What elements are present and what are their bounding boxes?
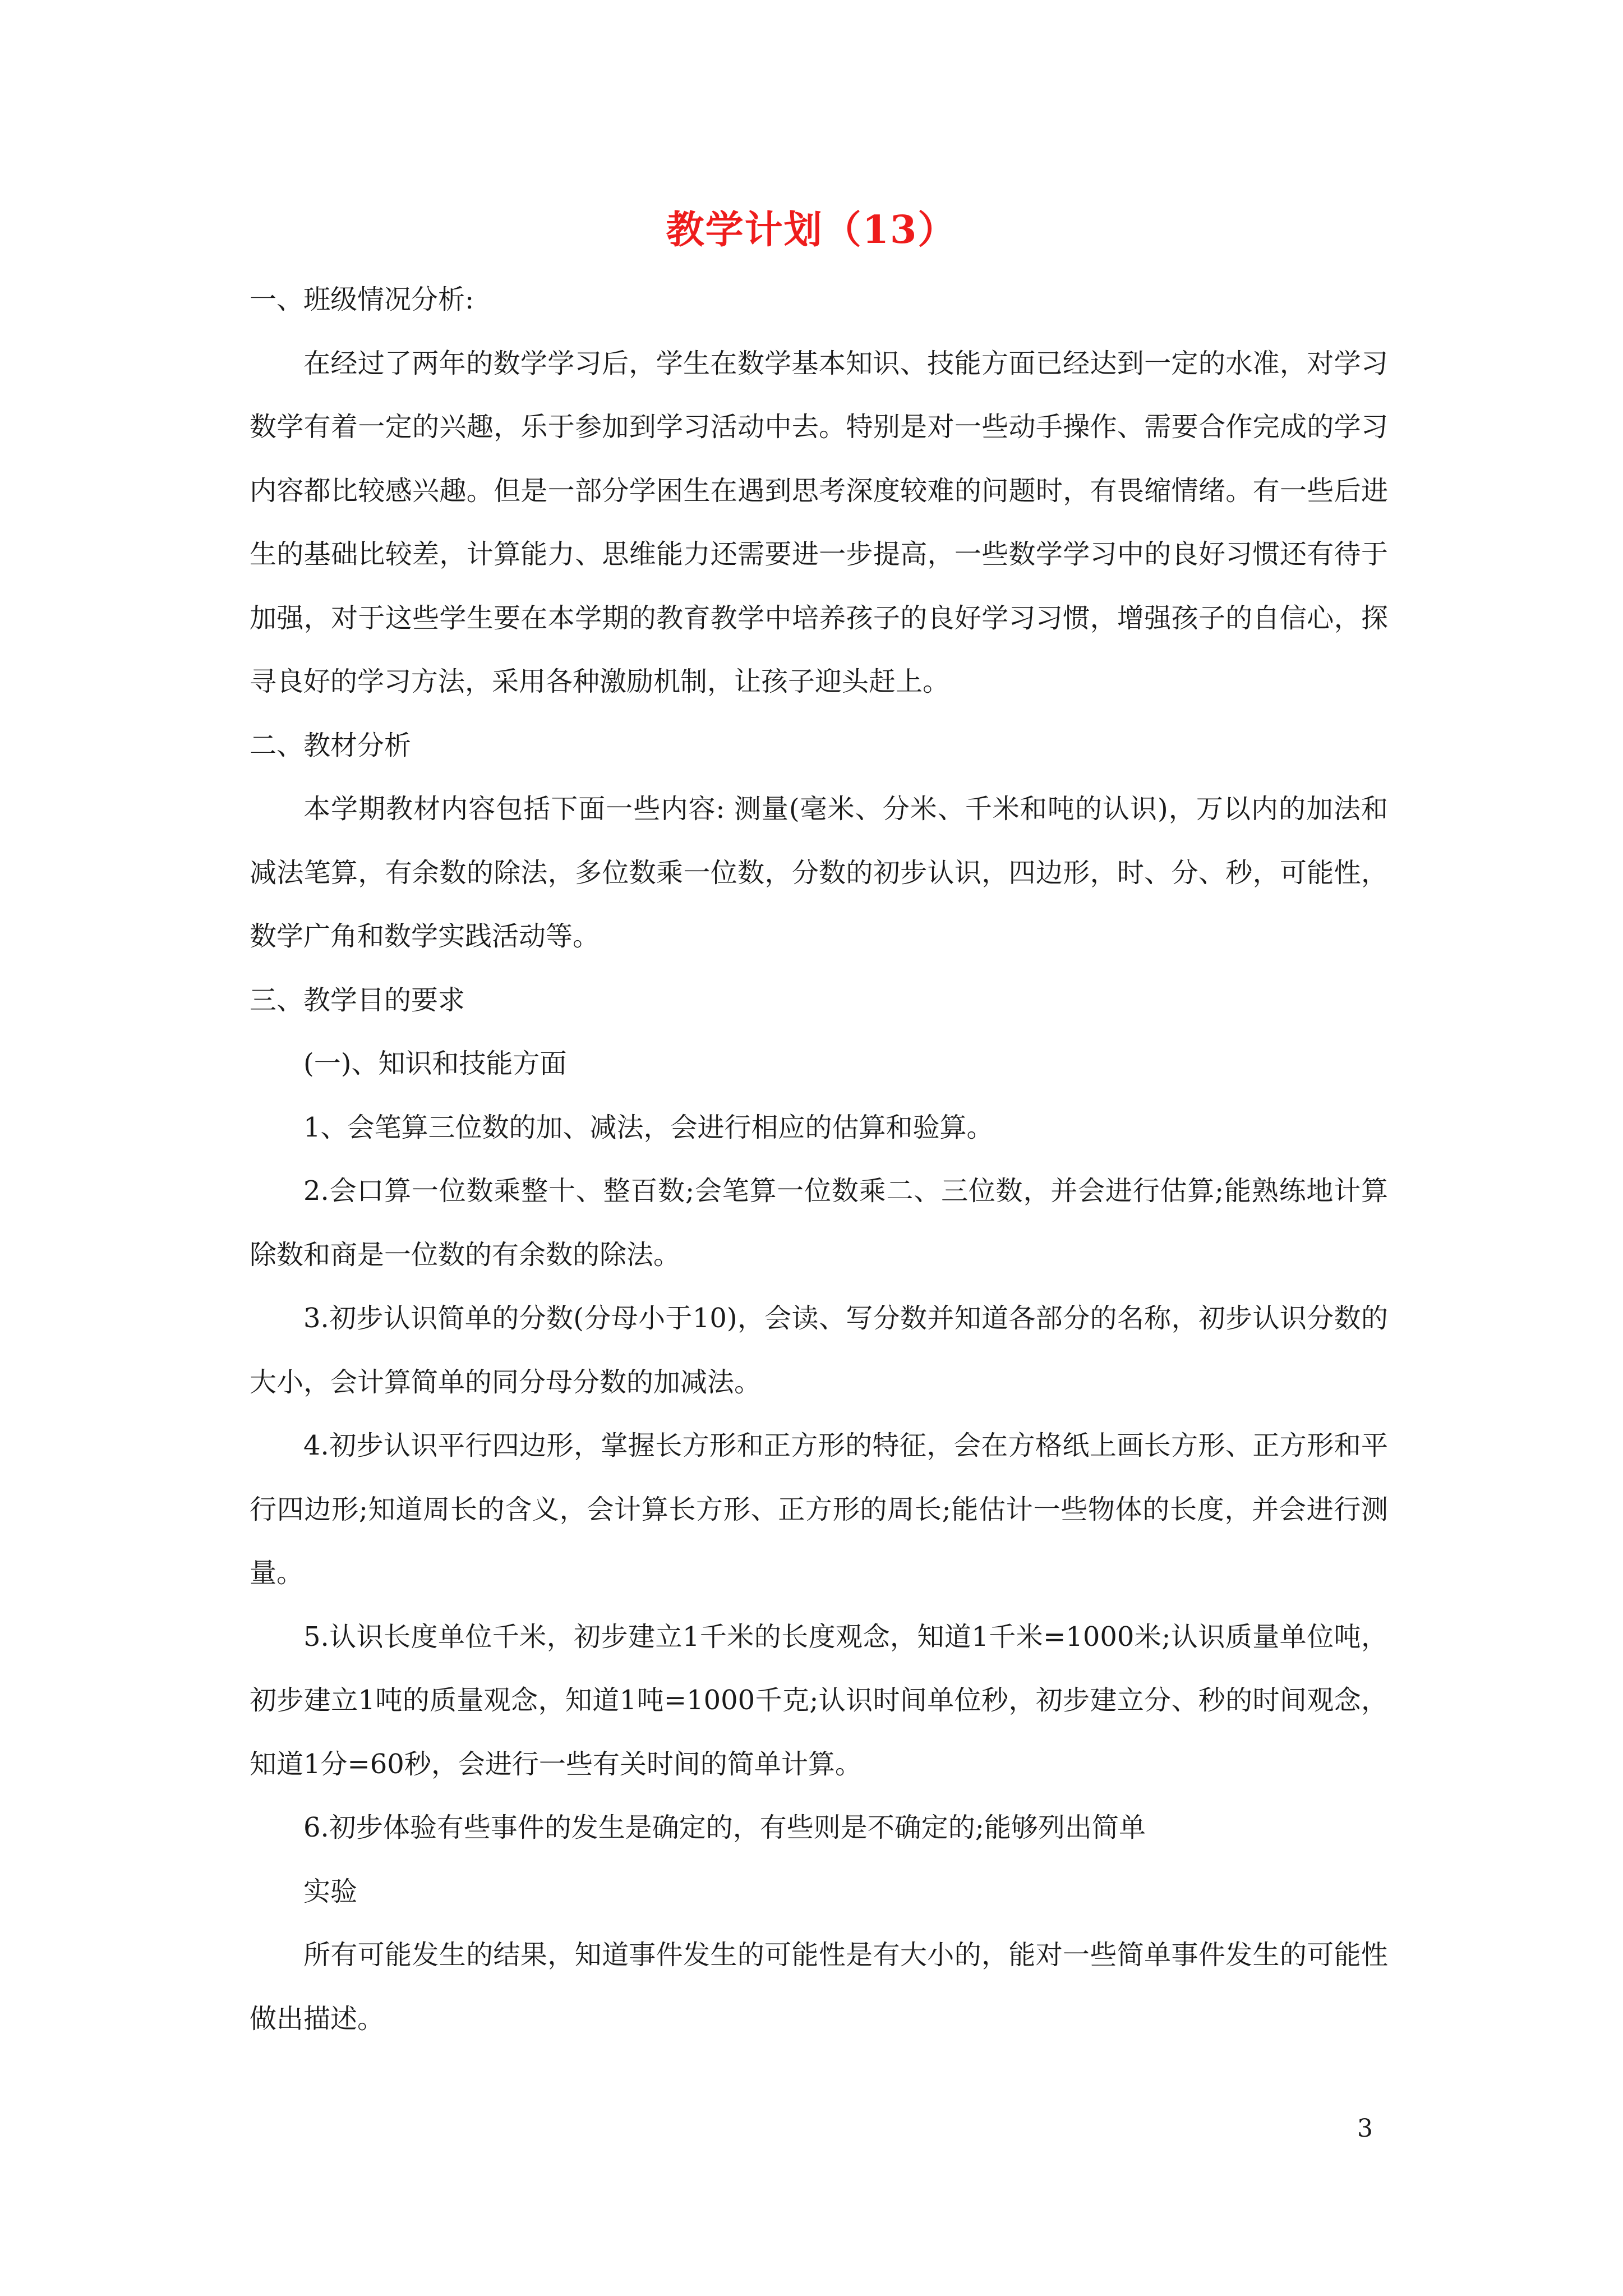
document-body (250, 268, 1388, 2051)
list-item-6-tail: 所有可能发生的结果，知道事件发生的可能性是有大小的，能对一些简单事件发生的可能性做出描述。 (250, 1939, 1388, 2035)
list-item-2: 2.会口算一位数乘整十、整百数;会笔算一位数乘二、三位数，并会进行估算;能熟练地计算除数和商是一位数的有余数的除法。 (250, 1175, 1388, 1271)
list-item-1: 1、会笔算三位数的加、减法，会进行相应的估算和验算。 (303, 1111, 994, 1143)
subheading-knowledge-skills: (一)、知识和技能方面 (303, 1048, 567, 1079)
list-item-6-continued: 实验 (303, 1875, 358, 1907)
document-title: 教学计划（13） (666, 208, 957, 252)
section-heading-teaching-goals: 三、教学目的要求 (250, 984, 465, 1016)
section-heading-textbook-analysis: 二、教材分析 (250, 729, 412, 761)
list-item-5: 5.认识长度单位千米，初步建立1千米的长度观念，知道1千米=1000米;认识质量单位吨，初步建立1吨的质量观念，知道1吨=1000千克;认识时间单位秒，初步建立分、秒的时间观念，知道1分=60秒，会进行一些有关时间的简单计算。 (250, 1621, 1388, 1780)
list-item-3: 3.初步认识简单的分数(分母小于10)，会读、写分数并知道各部分的名称，初步认识分数的大小，会计算简单的同分母分数的加减法。 (250, 1303, 1388, 1398)
list-item-4: 4.初步认识平行四边形，掌握长方形和正方形的特征，会在方格纸上画长方形、正方形和平行四边形;知道周长的含义，会计算长方形、正方形的周长;能估计一些物体的长度，并会进行测量。 (250, 1430, 1388, 1589)
list-item-6: 6.初步体验有些事件的发生是确定的，有些则是不确定的;能够列出简单 (303, 1812, 1146, 1843)
paragraph-class-analysis: 在经过了两年的数学学习后，学生在数学基本知识、技能方面已经达到一定的水准，对学习数学有着一定的兴趣，乐于参加到学习活动中去。特别是对一些动手操作、需要合作完成的学习内容都比较感兴趣。但是一部分学困生在遇到思考深度较难的问题时，有畏缩情绪。有一些后进生的基础比较差，计算能力、思维能力还需要进一步提高，一些数学学习中的良好习惯还有待于加强，对于这些学生要在本学期的教育教学中培养孩子的良好学习习惯，增强孩子的自信心，探寻良好的学习方法，采用各种激励机制，让孩子迎头赶上。 (250, 347, 1388, 697)
page-number: 3 (1357, 2114, 1373, 2143)
paragraph-textbook-analysis: 本学期教材内容包括下面一些内容: 测量(毫米、分米、千米和吨的认识)，万以内的加法和减法笔算，有余数的除法，多位数乘一位数，分数的初步认识，四边形，时、分、秒，可能性，数学广角和数学实践活动等。 (250, 793, 1388, 952)
section-heading-class-analysis: 一、班级情况分析: (250, 284, 474, 315)
